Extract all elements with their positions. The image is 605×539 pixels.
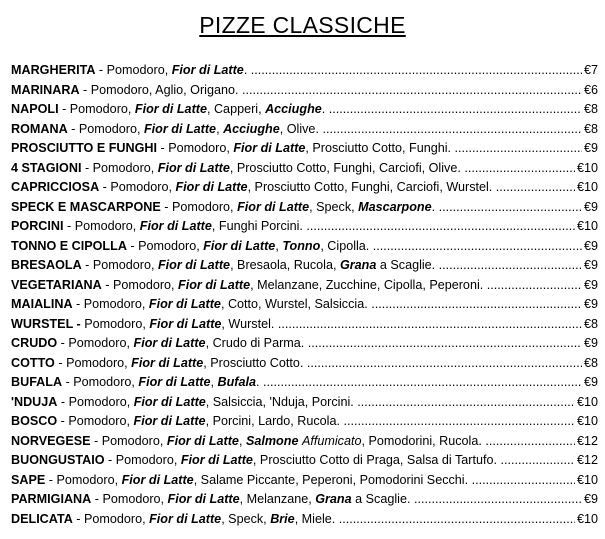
ingredients xyxy=(66,356,303,370)
highlighted-ingredient: Grana xyxy=(339,258,377,272)
pizza-name: WURSTEL - xyxy=(11,316,85,331)
menu-item xyxy=(11,451,598,471)
pizza-name: CAPRICCIOSA xyxy=(11,180,100,194)
highlighted-ingredient: Fior di Latte xyxy=(138,375,211,389)
ingredient-text: Pomodoro, xyxy=(138,238,204,253)
ingredients xyxy=(172,200,435,214)
ingredient-text: , Wurstel. xyxy=(221,316,275,331)
page-title: PIZZE CLASSICHE xyxy=(199,12,406,38)
ingredient-text: , Funghi Porcini. xyxy=(211,219,303,233)
menu-item-description xyxy=(11,490,582,510)
separator: - xyxy=(63,219,75,233)
separator: - xyxy=(81,160,93,175)
ingredient-text: Pomodoro, xyxy=(92,258,158,272)
ingredient-text: , Prosciutto Cotto. xyxy=(203,355,304,370)
ingredient-text: . xyxy=(255,375,260,389)
ingredient-text: , xyxy=(216,121,224,136)
separator: - xyxy=(67,121,79,136)
separator: - xyxy=(99,180,111,194)
highlighted-ingredient: Acciughe xyxy=(223,121,280,136)
ingredient-text: Pomodoro, xyxy=(84,316,150,331)
pizza-list xyxy=(11,61,598,529)
ingredient-text: Pomodoro, xyxy=(171,199,238,214)
ingredient-text: , Porcini, Lardo, Rucola. xyxy=(205,414,340,428)
price: €10 xyxy=(576,394,598,409)
highlighted-ingredient: Fior di Latte xyxy=(149,511,222,526)
price: €10 xyxy=(576,472,598,487)
highlighted-ingredient: Fior di Latte xyxy=(237,199,310,214)
menu-item xyxy=(11,139,598,159)
ingredient-text: Pomodoro, xyxy=(110,180,176,194)
ingredient-text: , Prosciutto Cotto, Funghi, Carciofi, Wurstel. xyxy=(247,180,493,194)
ingredient-text: Pomodoro, xyxy=(68,336,134,350)
ingredients xyxy=(102,492,410,506)
highlighted-ingredient: Fior di Latte xyxy=(175,180,248,194)
menu-item-description xyxy=(11,471,575,491)
menu-item xyxy=(11,471,598,491)
ingredient-text: a Scaglie. xyxy=(376,258,436,272)
pizza-name: ROMANA xyxy=(11,121,68,136)
ingredient-text: , Salsiccia, 'Nduja, Porcini. xyxy=(205,394,354,409)
highlighted-ingredient: Fior di Latte xyxy=(178,277,251,292)
menu-item-description xyxy=(11,412,575,432)
ingredients xyxy=(79,122,319,136)
pizza-name: PORCINI xyxy=(11,219,64,233)
menu-item-description xyxy=(11,100,582,120)
ingredients xyxy=(75,219,303,233)
price: €12 xyxy=(576,433,598,448)
highlighted-ingredient: Fior di Latte xyxy=(139,219,212,233)
menu-item-description xyxy=(11,276,582,296)
ingredients xyxy=(73,375,259,389)
ingredients xyxy=(110,180,492,194)
highlighted-ingredient: Grana xyxy=(315,492,352,506)
price: €9 xyxy=(583,238,598,253)
ingredient-text: . xyxy=(321,102,326,116)
separator: - xyxy=(72,511,84,526)
ingredients xyxy=(69,395,354,409)
separator: - xyxy=(72,297,84,311)
pizza-name: VEGETARIANA xyxy=(11,277,102,292)
ingredient-text: . xyxy=(431,199,436,214)
menu-item-description xyxy=(11,198,582,218)
ingredient-text: Pomodoro, xyxy=(102,492,168,506)
menu-item-description xyxy=(11,334,582,354)
price: €10 xyxy=(576,414,598,428)
price: €6 xyxy=(583,82,598,97)
separator: - xyxy=(62,375,74,389)
highlighted-ingredient: Fior di Latte xyxy=(166,433,239,448)
price: €8 xyxy=(583,316,598,331)
separator: - xyxy=(45,472,57,487)
menu-item-description xyxy=(11,81,582,101)
price: €9 xyxy=(583,258,598,272)
separator: - xyxy=(126,238,139,253)
menu-item xyxy=(11,334,598,354)
ingredients xyxy=(84,297,368,311)
menu-item-description xyxy=(11,295,582,315)
separator: - xyxy=(54,355,67,370)
menu-item xyxy=(11,100,598,120)
ingredient-text: , Prosciutto Cotto di Praga, Salsa di Tartufo. xyxy=(252,453,497,467)
price: €9 xyxy=(583,141,598,155)
highlighted-ingredient: Fior di Latte xyxy=(157,258,231,272)
menu-item-description xyxy=(11,139,582,159)
pizza-name: NAPOLI xyxy=(11,102,59,116)
highlighted-ingredient: Fior di Latte xyxy=(134,102,207,116)
ingredient-text: Pomodoro, xyxy=(69,102,135,116)
price: €12 xyxy=(576,453,598,467)
menu-item-description xyxy=(11,61,582,81)
ingredients xyxy=(91,83,239,97)
highlighted-ingredient: Fior di Latte xyxy=(171,63,244,77)
price: €9 xyxy=(583,277,598,292)
pizza-name: PROSCIUTTO E FUNGHI xyxy=(11,141,158,155)
menu-item xyxy=(11,315,598,335)
price: €8 xyxy=(583,102,598,116)
ingredient-text: Pomodoro, xyxy=(168,141,234,155)
ingredient-text: , Bresaola, Rucola, xyxy=(230,258,340,272)
price: €10 xyxy=(576,160,598,175)
ingredient-text: , Salame Piccante, Peperoni, Pomodorini Secchi. xyxy=(193,472,469,487)
ingredients xyxy=(102,434,482,448)
ingredient-text: , Melanzane, Zucchine, Cipolla, Peperoni. xyxy=(250,277,484,292)
separator: - xyxy=(95,63,107,77)
separator: - xyxy=(91,492,103,506)
separator: - xyxy=(57,414,69,428)
highlighted-ingredient: Fior di Latte xyxy=(121,472,194,487)
price: €8 xyxy=(583,355,598,370)
ingredients xyxy=(168,141,451,155)
highlighted-ingredient: Fior di Latte xyxy=(148,297,221,311)
menu-item xyxy=(11,61,598,81)
ingredients xyxy=(113,278,483,292)
separator: - xyxy=(104,453,116,467)
separator: - xyxy=(157,141,169,155)
ingredients xyxy=(84,512,335,526)
separator: - xyxy=(101,277,113,292)
price: €8 xyxy=(583,121,598,136)
highlighted-ingredient: Fior di Latte xyxy=(133,414,206,428)
menu-item xyxy=(11,81,598,101)
separator: - xyxy=(90,433,102,448)
menu-item-description xyxy=(11,315,582,335)
highlighted-ingredient: Fior di Latte xyxy=(149,316,222,331)
pizza-name: TONNO E CIPOLLA xyxy=(11,238,127,253)
pizza-name: MAIALINA xyxy=(11,297,73,311)
pizza-name: BUONGUSTAIO xyxy=(11,453,105,467)
price: €7 xyxy=(583,63,598,77)
ingredient-text: Pomodoro, xyxy=(115,453,181,467)
pizza-name: BRESAOLA xyxy=(11,258,82,272)
pizza-name: MARINARA xyxy=(11,82,80,97)
menu-item xyxy=(11,237,598,257)
highlighted-ingredient: Acciughe xyxy=(265,102,322,116)
price: €9 xyxy=(583,336,598,350)
ingredient-text: Pomodoro, xyxy=(106,63,172,77)
ingredient-text: , xyxy=(275,238,283,253)
menu-item-description xyxy=(11,354,582,374)
price: €10 xyxy=(576,219,598,233)
menu-item-description xyxy=(11,178,575,198)
pizza-name: NORVEGESE xyxy=(11,433,91,448)
ingredient-text: , Prosciutto Cotto, Funghi. xyxy=(305,141,452,155)
ingredient-text: Pomodoro, xyxy=(78,121,144,136)
ingredient-text: Pomodoro, xyxy=(84,511,150,526)
menu-item-description xyxy=(11,217,575,237)
menu-item-description xyxy=(11,120,582,140)
separator: - xyxy=(79,82,91,97)
ingredients xyxy=(107,63,248,77)
menu-item-description xyxy=(11,432,575,452)
ingredient-text: Pomodoro, xyxy=(112,277,179,292)
price: €10 xyxy=(576,511,598,526)
separator: - xyxy=(160,199,172,214)
menu-item xyxy=(11,256,598,276)
menu-item xyxy=(11,432,598,452)
menu-item-description xyxy=(11,373,582,393)
ingredients xyxy=(93,258,435,272)
menu-item-description xyxy=(11,159,575,179)
highlighted-ingredient: Fior di Latte xyxy=(133,336,206,350)
ingredient-text: , Cotto, Wurstel, Salsiccia. xyxy=(220,297,368,311)
price: €10 xyxy=(576,180,598,194)
ingredient-text: . xyxy=(243,63,248,77)
ingredient-text: , Olive. xyxy=(279,121,319,136)
highlighted-ingredient: Fior di Latte xyxy=(131,355,204,370)
highlighted-ingredient: Mascarpone xyxy=(358,199,432,214)
ingredients xyxy=(93,161,461,175)
menu-item xyxy=(11,393,598,413)
ingredient-text: a Scaglie. xyxy=(351,492,411,506)
separator: - xyxy=(58,102,70,116)
menu-item xyxy=(11,276,598,296)
ingredient-text: Pomodoro, xyxy=(68,394,134,409)
highlighted-ingredient: Fior di Latte xyxy=(143,121,217,136)
menu-item xyxy=(11,295,598,315)
menu-item xyxy=(11,490,598,510)
highlighted-ingredient: Fior di Latte xyxy=(167,492,240,506)
highlighted-ingredient: Bufala xyxy=(217,375,256,389)
pizza-name: 'NDUJA xyxy=(11,394,58,409)
menu-item-description xyxy=(11,393,575,413)
ingredient-text: , Melanzane, xyxy=(239,492,316,506)
highlighted-ingredient: Tonno xyxy=(282,238,321,253)
price: €9 xyxy=(583,199,598,214)
menu-item xyxy=(11,120,598,140)
menu-item xyxy=(11,354,598,374)
pizza-name: SPECK E MASCARPONE xyxy=(11,199,161,214)
ingredient-text: , Speck, xyxy=(309,199,359,214)
ingredients xyxy=(68,336,304,350)
italic-ingredient: Affumicato xyxy=(301,433,362,448)
ingredient-text: Pomodoro, xyxy=(66,355,132,370)
pizza-name: PARMIGIANA xyxy=(11,492,92,506)
highlighted-ingredient: Fior di Latte xyxy=(157,160,230,175)
ingredient-text: Pomodoro, xyxy=(56,472,122,487)
ingredient-text: Pomodoro, xyxy=(101,433,167,448)
ingredient-text: , Crudo di Parma. xyxy=(205,336,305,350)
price: €9 xyxy=(583,492,598,506)
separator: - xyxy=(57,336,69,350)
highlighted-ingredient: Brie xyxy=(270,511,295,526)
ingredients xyxy=(57,473,469,487)
menu-item xyxy=(11,217,598,237)
ingredient-text: Pomodoro, xyxy=(83,297,149,311)
ingredient-text: , Cipolla. xyxy=(320,238,370,253)
menu-item-description xyxy=(11,510,575,530)
pizza-name: BUFALA xyxy=(11,375,63,389)
ingredient-text: , xyxy=(210,375,218,389)
ingredient-text: , Pomodorini, Rucola. xyxy=(361,433,482,448)
pizza-name: 4 STAGIONI xyxy=(11,160,82,175)
menu-item-description xyxy=(11,451,575,471)
highlighted-ingredient: Fior di Latte xyxy=(133,394,206,409)
ingredient-text: Pomodoro, xyxy=(73,375,139,389)
separator: - xyxy=(57,394,69,409)
pizza-name: BOSCO xyxy=(11,414,58,428)
menu-item-description xyxy=(11,256,582,276)
ingredients xyxy=(116,453,497,467)
ingredient-text: Pomodoro, xyxy=(92,160,158,175)
highlighted-ingredient: Fior di Latte xyxy=(203,238,276,253)
ingredient-text: , xyxy=(238,433,246,448)
menu-item xyxy=(11,412,598,432)
menu-item xyxy=(11,373,598,393)
pizza-name: SAPE xyxy=(11,472,46,487)
menu-item xyxy=(11,178,598,198)
highlighted-ingredient: Fior di Latte xyxy=(233,141,306,155)
price: €9 xyxy=(583,375,598,389)
ingredients xyxy=(70,102,325,116)
pizza-name: CRUDO xyxy=(11,336,58,350)
ingredient-text: , Prosciutto Cotto, Funghi, Carciofi, Olive. xyxy=(229,160,461,175)
ingredient-text: , Capperi, xyxy=(206,102,266,116)
highlighted-ingredient: Fior di Latte xyxy=(180,453,253,467)
ingredients xyxy=(84,317,274,331)
ingredient-text: , Miele. xyxy=(294,511,336,526)
separator: - xyxy=(81,258,93,272)
ingredients xyxy=(68,414,340,428)
menu-item xyxy=(11,198,598,218)
ingredient-text: Pomodoro, xyxy=(74,219,140,233)
price: €9 xyxy=(583,297,598,311)
highlighted-ingredient: Salmone xyxy=(245,433,299,448)
ingredient-text: , Speck, xyxy=(221,511,271,526)
ingredients xyxy=(138,239,369,253)
pizza-name: COTTO xyxy=(11,355,55,370)
menu-item xyxy=(11,159,598,179)
pizza-name: MARGHERITA xyxy=(11,63,96,77)
menu-item-description xyxy=(11,237,582,257)
pizza-name: DELICATA xyxy=(11,511,73,526)
menu-item xyxy=(11,510,598,530)
ingredient-text: Pomodoro, Aglio, Origano. xyxy=(90,82,239,97)
ingredient-text: Pomodoro, xyxy=(68,414,134,428)
